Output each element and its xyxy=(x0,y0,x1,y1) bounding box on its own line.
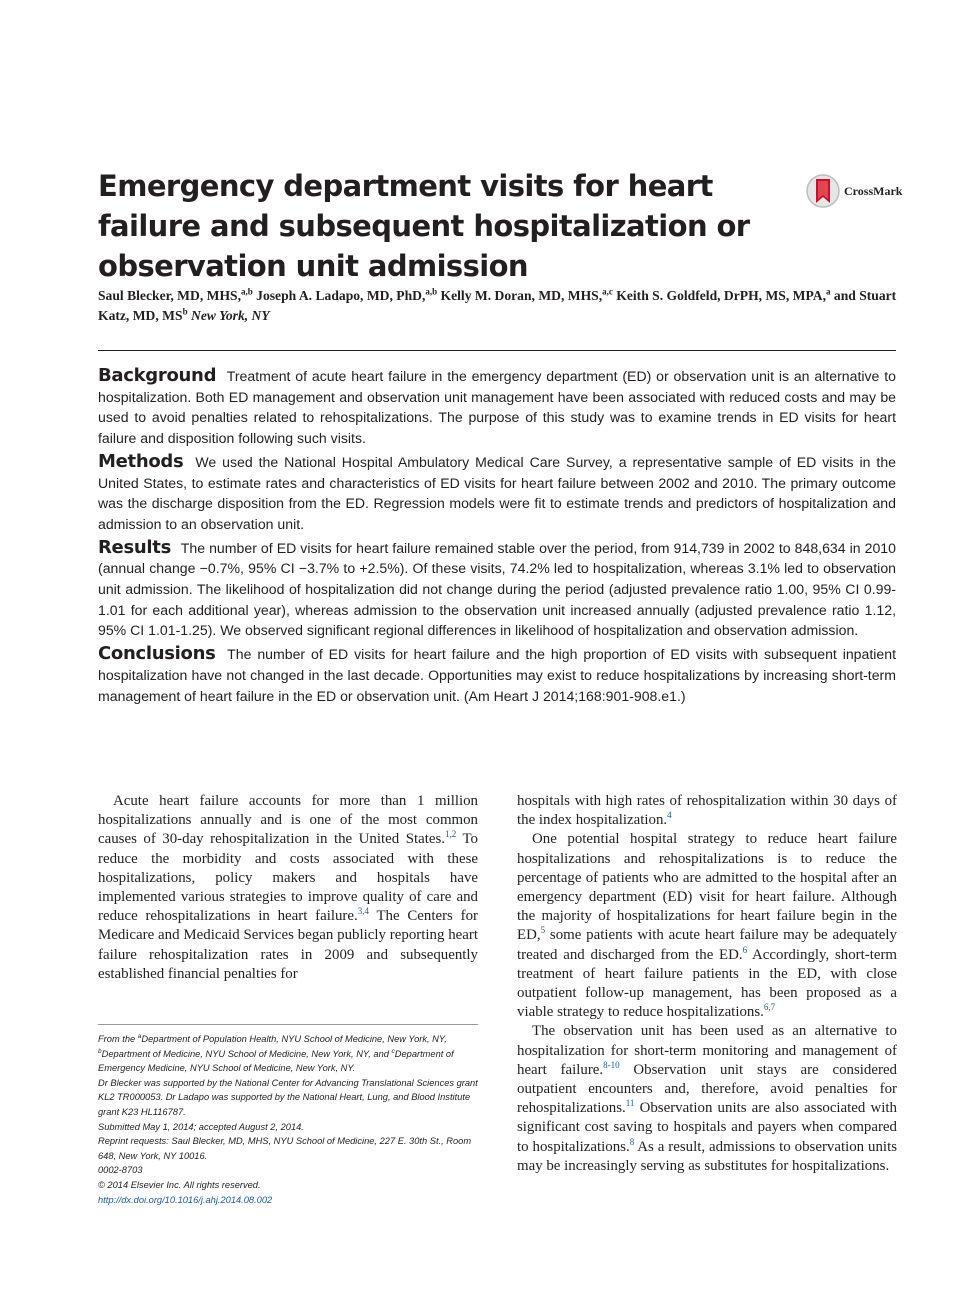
abstract-heading-results: Results xyxy=(98,536,171,558)
author-affiliation: a,c xyxy=(602,286,613,297)
author-affiliation: b xyxy=(182,306,188,317)
article-title: Emergency department visits for heart failure and subsequent hospitalization or observation unit admission xyxy=(98,169,750,283)
citation-link[interactable]: 8-10 xyxy=(603,1059,620,1070)
abstract-text-conclusions: The number of ED visits for heart failure and the high proportion of ED visits with subsequent inpatient hospitalization have not changed in the last decade. Opportunities may exist to reduce hospitalizations by increasing short-term management of heart failure in the ED or observation unit. (Am Heart J 2014;168:901-908.e1.) xyxy=(98,646,896,704)
crossmark-label: CrossMark xyxy=(844,183,903,198)
crossmark-icon xyxy=(806,173,840,209)
body-paragraph: The observation unit has been used as an alternative to hospitalization for short-term monitoring and management of heart failure.$^{8-10}$ Observation unit stays are considered outpatient encounters and, therefore, avoid penalties for rehospitalizations.$^{11}$ Observation units are also associated with significant cost saving to hospitals and payers when compared to hospitalizations.$^8$ As a result, admissions to observation units may be increasingly serving as substitutes for hospitalizations. xyxy=(517,1023,897,1174)
author-affiliation: a,b xyxy=(425,286,438,297)
abstract-text-methods: We used the National Hospital Ambulatory Medical Care Survey, a representative sample of ED visits in the United States, to estimate rates and characteristics of ED visits for heart failure between 2002 and 2010. The primary outcome was the discharge disposition from the ED. Regression models were fit to estimate trends and predictors of hospitalization and admission to an observation unit. xyxy=(98,453,896,532)
footnote-issn: 0002-8703 xyxy=(98,1165,143,1176)
abstract-background xyxy=(98,366,896,449)
author-affiliation: a xyxy=(825,286,831,297)
crossmark-badge[interactable] xyxy=(806,173,902,209)
author-name: Joseph A. Ladapo, MD, PhD, xyxy=(256,288,426,303)
author-name: Keith S. Goldfeld, DrPH, MS, MPA, xyxy=(616,288,826,303)
footnote-affiliations: From the $^a$Department of Population Health, NYU School of Medicine, New York, NY, $^b$Department of Medicine, NYU School of Medicine, New York, NY, and $^c$Department of Emergency Medicine, NYU School of Medicine, New York, NY. xyxy=(98,1032,454,1074)
citation-link[interactable]: 5 xyxy=(540,925,546,936)
abstract-heading-background: Background xyxy=(98,365,217,386)
abstract xyxy=(98,366,896,709)
citation-link[interactable]: 4 xyxy=(667,810,672,821)
footnote-funding: Dr Blecker was supported by the National Center for Advancing Translational Sciences grant KL2 TR000053. Dr Ladapo was supported by the National Heart, Lung, and Blood Institute grant K23 HL116787. xyxy=(98,1077,478,1117)
author-list xyxy=(98,286,898,326)
abstract-heading-methods: Methods xyxy=(98,450,184,472)
citation-link[interactable]: 6,7 xyxy=(763,1002,776,1013)
abstract-results xyxy=(98,538,896,642)
footnote-reprints: Reprint requests: Saul Blecker, MD, MHS, NYU School of Medicine, 227 E. 30th St., Room 648, New York, NY 10016. xyxy=(98,1136,472,1161)
abstract-conclusions xyxy=(98,644,896,706)
footnote-submitted: Submitted May 1, 2014; accepted August 2, 2014. xyxy=(98,1121,304,1132)
citation-link[interactable]: 8 xyxy=(629,1136,635,1147)
body-column-left xyxy=(98,792,478,984)
citation-link[interactable]: 6 xyxy=(742,944,748,955)
author-name: and Stuart Katz, MD, MS xyxy=(98,288,897,323)
body-column-right xyxy=(517,792,897,1176)
doi-link[interactable]: http://dx.doi.org/10.1016/j.ahj.2014.08.002 xyxy=(98,1194,273,1205)
abstract-heading-conclusions: Conclusions xyxy=(98,643,216,665)
citation-link[interactable]: 11 xyxy=(625,1098,635,1109)
abstract-text-results: The number of ED visits for heart failure remained stable over the period, from 914,739 in 2002 to 848,634 in 2010 (annual change −0.7%, 95% CI −3.7% to +2.5%). Of these visits, 74.2% led to hospitalization, whereas 3.1% led to observation unit admission. The likelihood of hospitalization did not change during the period (adjusted prevalence ratio 1.00, 95% CI 0.99-1.01 for each additional year), whereas admission to the observation unit increased annually (adjusted prevalence ratio 1.12, 95% CI 1.01-1.25). We observed significant regional differences in likelihood of hospitalization and observation admission. xyxy=(98,539,896,639)
footnote-copyright: © 2014 Elsevier Inc. All rights reserved. xyxy=(98,1179,261,1190)
body-paragraph: One potential hospital strategy to reduce heart failure hospitalizations and rehospitalizations is to reduce the percentage of patients who are admitted to the hospital after an emergency department (ED) visit for heart failure. Although the majority of hospitalizations for heart failure begin in the ED,$^5$ some patients with acute heart failure may be adequately treated and discharged from the ED.$^6$ Accordingly, short-term treatment of heart failure patients in the ED, with close outpatient follow-up management, has been proposed as a viable strategy to reduce hospitalizations.$^{6,7}$ xyxy=(517,831,897,1021)
author-location: New York, NY xyxy=(191,308,270,323)
footnote-divider xyxy=(98,1024,478,1025)
author-name: Saul Blecker, MD, MHS, xyxy=(98,288,241,303)
abstract-methods xyxy=(98,452,896,535)
author-affiliation: a,b xyxy=(241,286,253,297)
body-paragraph: hospitals with high rates of rehospitalization within 30 days of the index hospitalization.$^4$ xyxy=(517,793,897,829)
citation-link[interactable]: 1,2 xyxy=(445,829,457,840)
footnotes xyxy=(98,1032,478,1207)
abstract-text-background: Treatment of acute heart failure in the emergency department (ED) or observation unit is an alternative to hospitalization. Both ED management and observation unit management have been associated with reduced costs and may be used to avoid penalties related to rehospitalizations. The purpose of this study was to examine trends in ED visits for heart failure and disposition following such visits. xyxy=(98,368,896,447)
body-paragraph: Acute heart failure accounts for more than 1 million hospitalizations annually and is one of the most common causes of 30-day rehospitalization in the United States.$^{1,2}$ To reduce the morbidity and costs associated with these hospitalizations, policy makers and hospitals have implemented various strategies to improve quality of care and reduce rehospitalizations in heart failure.$^{3,4}$ The Centers for Medicare and Medicaid Services began publicly reporting heart failure rehospitalization rates in 2009 and subsequently established financial penalties for xyxy=(98,793,478,982)
abstract-divider xyxy=(98,350,896,351)
author-name: Kelly M. Doran, MD, MHS, xyxy=(440,288,603,303)
citation-link[interactable]: 3,4 xyxy=(357,906,369,917)
